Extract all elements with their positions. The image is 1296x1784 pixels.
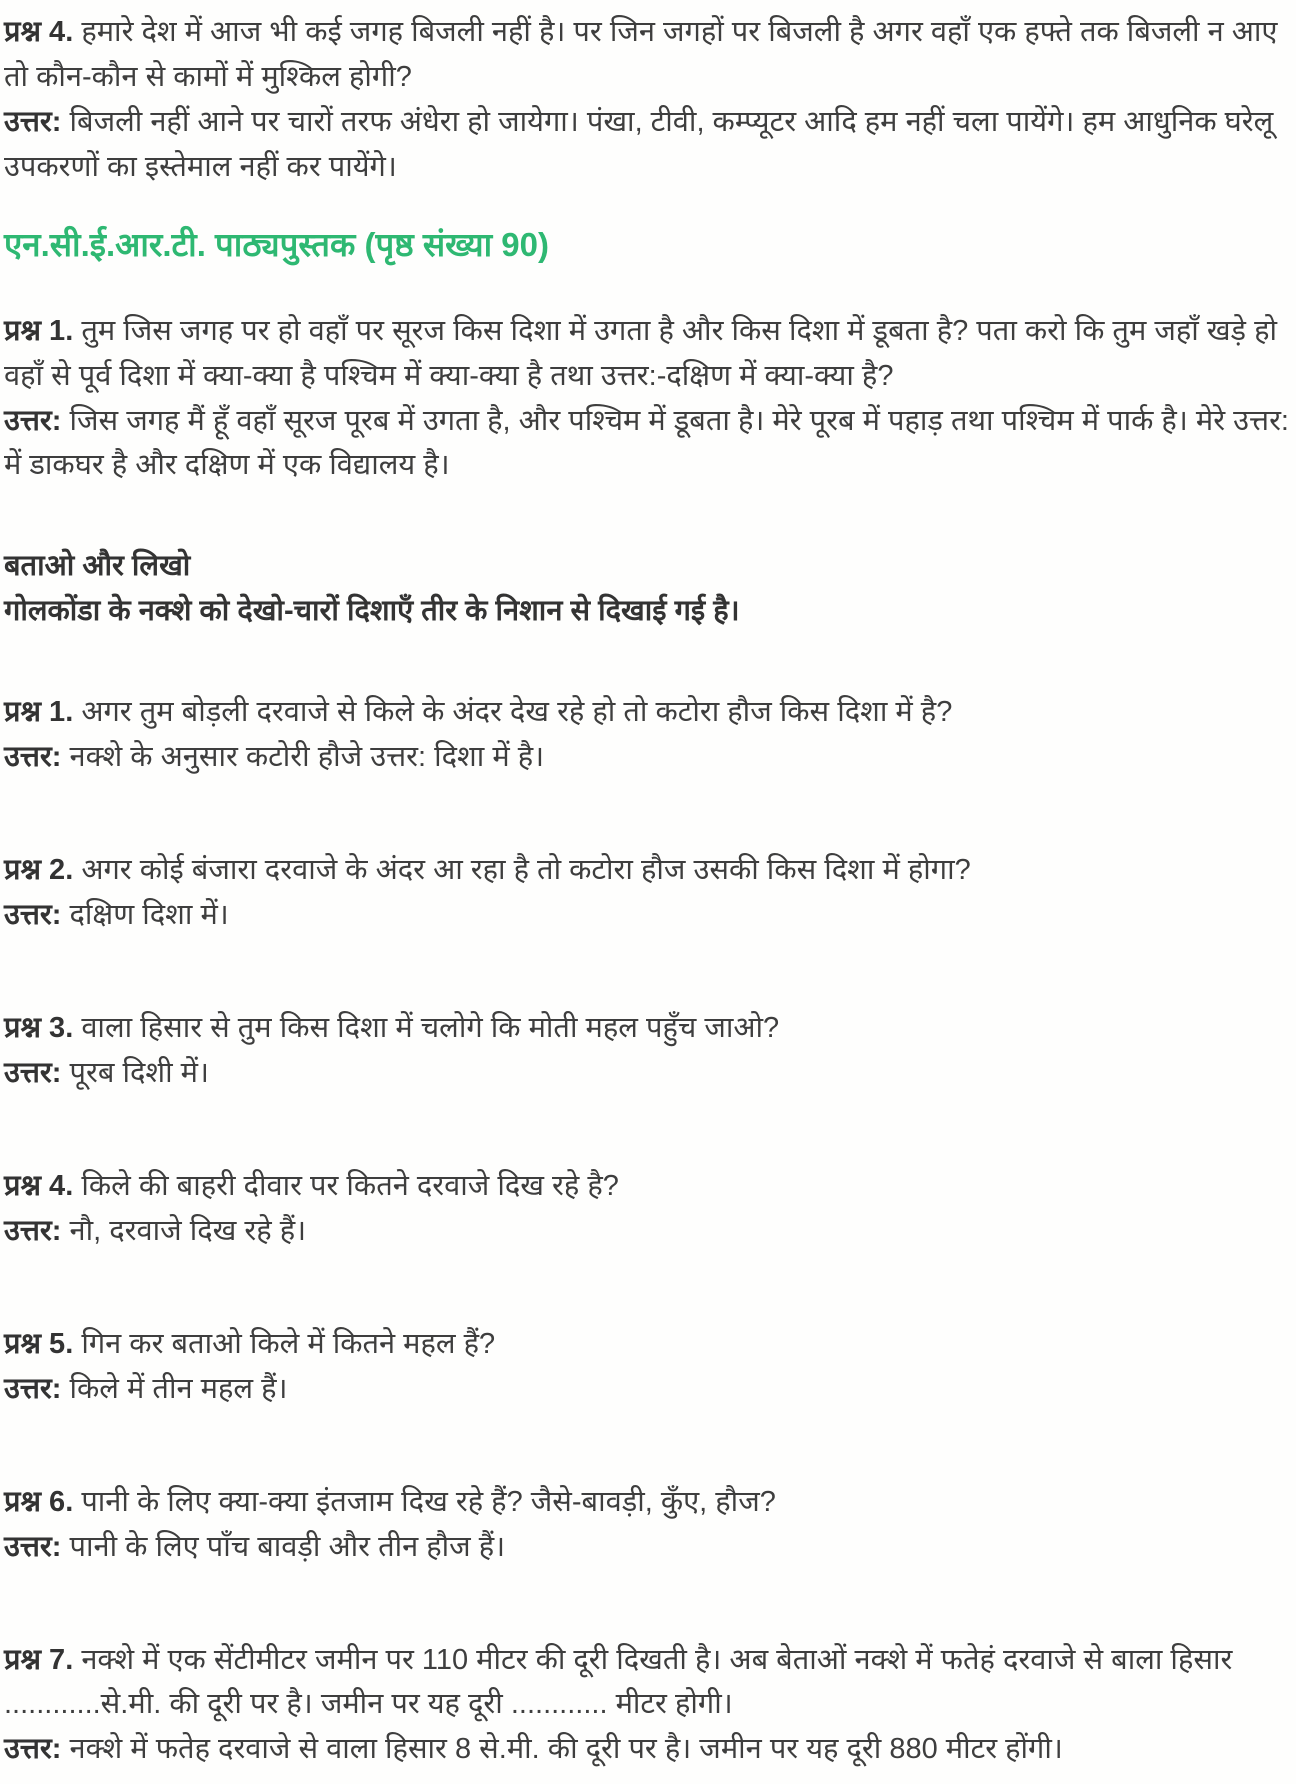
- answer-line: [4, 399, 1290, 489]
- question-text: नक्शे में एक सेंटीमीटर जमीन पर 110 मीटर की दूरी दिखती है। अब बेताओं नक्शे में फतेहं दरवाजे से बाला हिसार ............से.मी. की दूरी पर है। जमीन पर यह दूरी ............ मीटर होगी।: [4, 1643, 1233, 1721]
- answer-label: उत्तर:: [4, 1733, 62, 1766]
- answer-label: उत्तर:: [4, 105, 62, 138]
- answer-text: पानी के लिए पाँच बावड़ी और तीन हौज हैं।: [69, 1530, 506, 1563]
- answer-label: उत्तर:: [4, 1056, 62, 1089]
- question-text: गिन कर बताओ किले में कितने महल हैं?: [81, 1327, 496, 1360]
- question-text: हमारे देश में आज भी कई जगह बिजली नहीं है। पर जिन जगहों पर बिजली है अगर वहाँ एक हफ्ते तक बिजली न आए तो कौन-कौन से कामों में मुश्किल होगी?: [4, 16, 1278, 93]
- qa-block-ncert-1: [4, 309, 1290, 489]
- qa-block-map-6: [4, 1480, 1290, 1570]
- answer-line: [4, 1727, 1290, 1772]
- question-line: [4, 690, 1290, 735]
- question-line: [4, 1322, 1290, 1367]
- subheading: [4, 544, 1290, 634]
- question-line: [4, 1164, 1290, 1209]
- question-text: अगर तुम बोड़ली दरवाजे से किले के अंदर देख रहे हो तो कटोरा हौज किस दिशा में है?: [81, 696, 953, 729]
- qa-block-map-7: [4, 1638, 1290, 1773]
- answer-line: [4, 1525, 1290, 1570]
- answer-label: उत्तर:: [4, 1530, 62, 1563]
- question-line: [4, 1006, 1290, 1051]
- answer-line: [4, 893, 1290, 938]
- answer-text: नक्शे में फतेह दरवाजे से वाला हिसार 8 से.मी. की दूरी पर है। जमीन पर यह दूरी 880 मीटर होंगी।: [69, 1733, 1063, 1766]
- question-label: प्रश्न 5.: [4, 1327, 74, 1360]
- question-label: प्रश्न 6.: [4, 1485, 74, 1518]
- qa-block-map-3: [4, 1006, 1290, 1096]
- question-label: प्रश्न 3.: [4, 1012, 74, 1045]
- question-label: प्रश्न 1.: [4, 314, 74, 347]
- question-text: किले की बाहरी दीवार पर कितने दरवाजे दिख रहे है?: [81, 1169, 619, 1202]
- answer-label: उत्तर:: [4, 741, 62, 774]
- answer-text: किले में तीन महल हैं।: [69, 1372, 288, 1405]
- answer-line: [4, 100, 1290, 190]
- question-line: [4, 1638, 1290, 1728]
- qa-block-map-5: [4, 1322, 1290, 1412]
- question-label: प्रश्न 2.: [4, 854, 74, 887]
- question-line: [4, 309, 1290, 399]
- answer-text: बिजली नहीं आने पर चारों तरफ अंधेरा हो जायेगा। पंखा, टीवी, कम्प्यूटर आदि हम नहीं चला पायेंगे। हम आधुनिक घरेलू उपकरणों का इस्तेमाल नहीं कर पायेंगे।: [4, 105, 1274, 183]
- answer-line: [4, 1051, 1290, 1096]
- question-text: तुम जिस जगह पर हो वहाँ पर सूरज किस दिशा में उगता है और किस दिशा में डूबता है? पता करो कि तुम जहाँ खड़े हो वहाँ से पूर्व दिशा में क्या-क्या है पश्चिम में क्या-क्या है तथा उत्तर:-दक्षिण में क्या-क्या है?: [4, 314, 1278, 392]
- answer-text: नक्शे के अनुसार कटोरी हौजे उत्तर: दिशा में है।: [69, 741, 545, 774]
- question-text: पानी के लिए क्या-क्या इंतजाम दिख रहे हैं? जैसे-बावड़ी, कुँए, हौज?: [81, 1485, 776, 1518]
- answer-line: [4, 1367, 1290, 1412]
- subheading-line-2: गोलकोंडा के नक्शे को देखो-चारों दिशाएँ तीर के निशान से दिखाई गई है।: [4, 595, 740, 628]
- question-label: प्रश्न 4.: [4, 1169, 74, 1202]
- answer-line: [4, 735, 1290, 780]
- question-line: [4, 1480, 1290, 1525]
- answer-label: उत्तर:: [4, 404, 62, 437]
- answer-label: उत्तर:: [4, 899, 62, 932]
- qa-block-map-4: [4, 1164, 1290, 1254]
- section-heading: एन.सी.ई.आर.टी. पाठ्यपुस्तक (पृष्ठ संख्या 90): [4, 225, 549, 263]
- question-text: अगर कोई बंजारा दरवाजे के अंदर आ रहा है तो कटोरा हौज उसकी किस दिशा में होगा?: [81, 854, 971, 887]
- question-label: प्रश्न 1.: [4, 696, 74, 729]
- answer-label: उत्तर:: [4, 1372, 62, 1405]
- answer-label: उत्तर:: [4, 1214, 62, 1247]
- question-line: [4, 848, 1290, 893]
- question-label: प्रश्न 7.: [4, 1643, 74, 1676]
- question-line: [4, 10, 1290, 100]
- answer-text: जिस जगह मैं हूँ वहाँ सूरज पूरब में उगता है, और पश्चिम में डूबता है। मेरे पूरब में पहाड़ तथा पश्चिम में पार्क है। मेरे उत्तर: में डाकघर है और दक्षिण में एक विद्यालय है।: [4, 404, 1289, 482]
- subheading-line-1: बताओ और लिखो: [4, 550, 191, 583]
- answer-text: दक्षिण दिशा में।: [69, 899, 229, 932]
- question-label: प्रश्न 4.: [4, 16, 74, 48]
- answer-line: [4, 1209, 1290, 1254]
- answer-text: नौ, दरवाजे दिख रहे हैं।: [69, 1214, 307, 1247]
- answer-text: पूरब दिशी में।: [69, 1056, 209, 1089]
- question-text: वाला हिसार से तुम किस दिशा में चलोगे कि मोती महल पहुँच जाओ?: [81, 1012, 780, 1045]
- qa-block-map-1: [4, 690, 1290, 780]
- qa-block-map-2: [4, 848, 1290, 938]
- qa-block-top: [4, 10, 1290, 190]
